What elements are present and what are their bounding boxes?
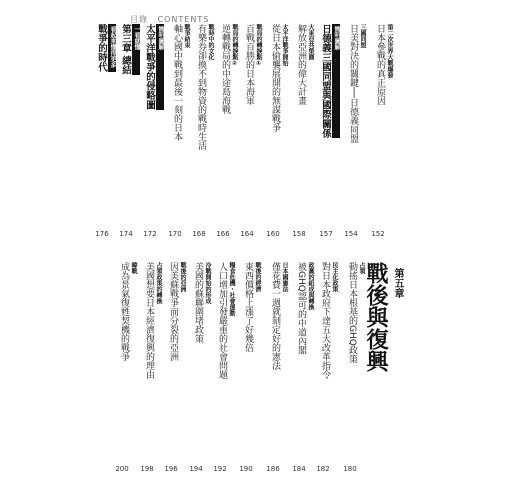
toc-entry-page-number: 166 [216,230,230,238]
chapter-label: 第五章 [392,268,403,298]
toc-entry[interactable] [116,24,140,75]
toc-entry-page-number: 176 [95,230,109,238]
toc-entry-title: 有樂券卻換不到物資的戰時生活 [196,24,206,150]
toc-entry-title: 第三章 總結 [120,24,131,75]
toc-entry-category: 糧食危機・社會運動 [228,262,235,316]
toc-entry-title: 美國的蘇聯圍堵政策 [193,262,203,343]
toc-entry[interactable] [165,24,189,141]
toc-entry-page-number: 158 [292,230,306,238]
toc-entry-category: 大東亞共榮圈 [307,24,314,60]
toc-entry[interactable] [313,262,337,379]
toc-entry-title: 美國想要日本經濟復興的理由 [144,262,154,379]
toc-entry-category: 日本國憲法 [281,262,288,292]
toc-entry[interactable] [189,24,213,150]
toc-entry[interactable] [316,24,340,138]
toc-entry-page-number: 157 [319,230,333,238]
toc-entry-category: 戰後的經濟 [254,262,261,292]
toc-entry[interactable] [263,24,287,132]
toc-entry-category: 戰爭結束 [183,24,190,48]
toc-entry[interactable] [213,24,237,114]
toc-entry-category: 政黨的組成與轉換 [307,262,314,310]
toc-entry[interactable] [161,262,185,361]
toc-entry-category: 第二次世界大戰爆發 [386,24,393,78]
toc-entry-title: 逆轉戰局的中途島海戰 [220,24,230,114]
toc-entry-title: 對日本政府下達五大改革指令 [320,262,330,379]
toc-entry-category: 戰局的轉捩點① [255,24,262,67]
toc-entry-category: 簡明圖解 [156,24,164,110]
toc-entry-category: 戰局的轉捩點② [231,24,238,67]
toc-entry-page-number: 200 [115,465,129,473]
toc-entry-title: 僅花費一週就制定好的憲法 [270,262,280,370]
toc-entry-title: 東西價格上漲了好幾倍 [243,262,253,352]
toc-entry[interactable] [289,24,313,105]
toc-entry[interactable] [186,262,210,343]
toc-entry-title: 從日本偷襲展開的無謀戰爭 [270,24,280,132]
toc-entry-category: 占領政策的轉換 [155,262,162,304]
toc-entry[interactable] [341,24,365,143]
toc-entry-page-number: 186 [266,465,280,473]
toc-entry-category: 韓戰 [130,262,137,274]
toc-entry-category: 太平洋戰爭開始 [281,24,288,66]
toc-entry[interactable] [137,262,161,379]
chapter-title: 戰後與復興 [363,262,388,372]
toc-entry-page-number: 164 [240,230,254,238]
toc-entry[interactable] [289,262,313,355]
toc-entry-category: 民主化政策 [331,262,338,292]
toc-entry-title: 太平洋戰爭的侵略圖 [144,24,155,110]
toc-entry-title: 人口增加引發嚴重的社會問題 [217,262,227,379]
toc-entry-category: 占領 [358,262,365,274]
toc-entry-title: 動搖日本根基的GHQ政策 [347,262,357,364]
toc-entry-title: 軸心國中戰到最後一刻的日本 [172,24,182,141]
toc-entry-category: 一看就懂 [132,24,140,75]
toc-entry-title: 成為景氣復甦契機的戰爭 [119,262,129,361]
header-subtitle: CONTENTS [157,15,210,24]
toc-entry-page-number: 168 [192,230,206,238]
toc-entry-category: 三國同盟 [359,24,366,48]
toc-entry[interactable] [263,262,287,370]
toc-entry[interactable] [140,24,164,110]
toc-entry-page-number: 170 [168,230,182,238]
toc-entry-page-number: 160 [266,230,280,238]
toc-entry[interactable] [92,24,116,72]
toc-entry[interactable] [368,24,392,105]
toc-entry-page-number: 172 [143,230,157,238]
toc-entry-title: 戰爭的時代 [96,24,107,72]
toc-entry-page-number: 196 [164,465,178,473]
toc-entry-page-number: 192 [213,465,227,473]
toc-entry-page-number: 198 [140,465,154,473]
toc-entry-title: 解放亞洲的偉大計畫 [296,24,306,105]
toc-entry-page-number: 194 [189,465,203,473]
toc-entry-title: 日德義三國同盟與國際關係 [320,24,331,138]
toc-entry-title: 因美蘇戰爭而分裂的亞洲 [168,262,178,361]
toc-entry-page-number: 182 [316,465,330,473]
toc-entry-page-number: 180 [343,465,357,473]
toc-entry[interactable] [112,262,136,361]
toc-entry[interactable] [340,262,364,364]
toc-entry-category: 簡明圖解 [332,24,340,138]
toc-entry-page-number: 184 [292,465,306,473]
toc-entry[interactable] [237,24,261,105]
toc-entry-category: 看起來懂得更多 [108,24,116,72]
toc-entry[interactable] [210,262,234,379]
toc-entry-title: 日本參戰的真正原因 [375,24,385,105]
toc-entry-category: 戰時中的文化 [207,24,214,60]
toc-entry-title: 百戰百勝的日本海軍 [244,24,254,105]
toc-entry-category: 戰後的亞洲 [179,262,186,292]
toc-entry-title: 日美對決的關鍵──日德義同盟 [348,24,358,143]
toc-entry[interactable] [236,262,260,352]
toc-entry-category: 冷戰開始的形成 [204,262,211,304]
toc-entry-page-number: 154 [344,230,358,238]
toc-entry-page-number: 174 [119,230,133,238]
header-title: 目錄 [130,15,148,24]
toc-entry-page-number: 190 [239,465,253,473]
toc-entry-page-number: 152 [371,230,385,238]
toc-entry-title: 被GHQ認可的中道內閣 [296,262,306,355]
